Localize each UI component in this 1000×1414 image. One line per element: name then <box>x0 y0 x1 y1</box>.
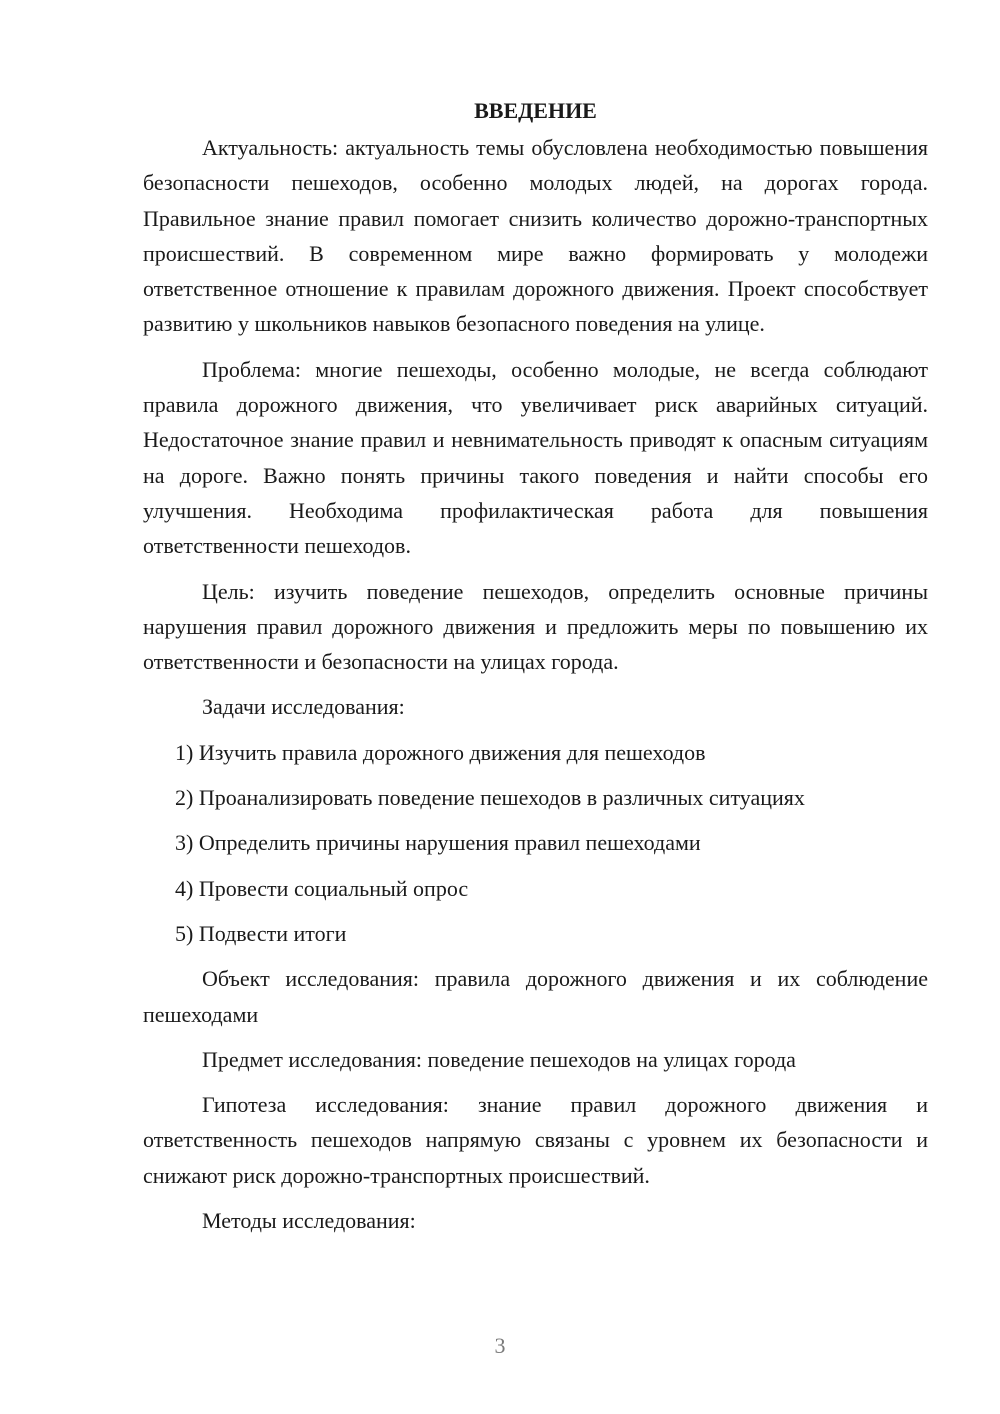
methods-heading: Методы исследования: <box>202 1208 416 1234</box>
section-title: ВВЕДЕНИЕ <box>474 98 597 123</box>
object-paragraph: Объект исследования: правила дорожного движения и их соблюдение пешеходами <box>143 966 928 1027</box>
list-item: 3) Определить причины нарушения правил пешеходами <box>175 830 701 856</box>
hypothesis-paragraph: Гипотеза исследования: знание правил дорожного движения и ответственность пешеходов напрямую связаны с уровнем их безопасности и снижают риск дорожно-транспортных происшествий. <box>143 1092 928 1188</box>
list-item: 2) Проанализировать поведение пешеходов в различных ситуациях <box>175 785 805 811</box>
list-item: 4) Провести социальный опрос <box>175 875 469 901</box>
relevance-paragraph: Актуальность: актуальность темы обусловлена необходимостью повышения безопасности пешеходов, особенно молодых людей, на дорогах города. Правильное знание правил помогает снизить количество дорожно-транспортных происшествий. В современном мире важно формировать у молодежи ответственное отношение к правилам дорожного движения. Проект способствует развитию у школьников навыков безопасного поведения на улице. <box>143 135 928 337</box>
list-item: 5) Подвести итоги <box>175 920 347 946</box>
list-item: 1) Изучить правила дорожного движения для пешеходов <box>175 739 706 765</box>
document-page <box>143 96 928 1248</box>
subject-paragraph: Предмет исследования: поведение пешеходов на улицах города <box>202 1046 796 1072</box>
problem-paragraph: Проблема: многие пешеходы, особенно молодые, не всегда соблюдают правила дорожного движения, что увеличивает риск аварийных ситуаций. Недостаточное знание правил и невнимательность приводят к опасным ситуациям на дороге. Важно понять причины такого поведения и найти способы его улучшения. Необходима профилактическая работа для повышения ответственности пешеходов. <box>143 356 928 559</box>
tasks-heading: Задачи исследования: <box>202 694 405 720</box>
page-number: 3 <box>494 1333 506 1358</box>
goal-paragraph: Цель: изучить поведение пешеходов, определить основные причины нарушения правил дорожного движения и предложить меры по повышению их ответственности и безопасности на улицах города. <box>143 578 928 675</box>
tasks-list <box>143 735 928 951</box>
